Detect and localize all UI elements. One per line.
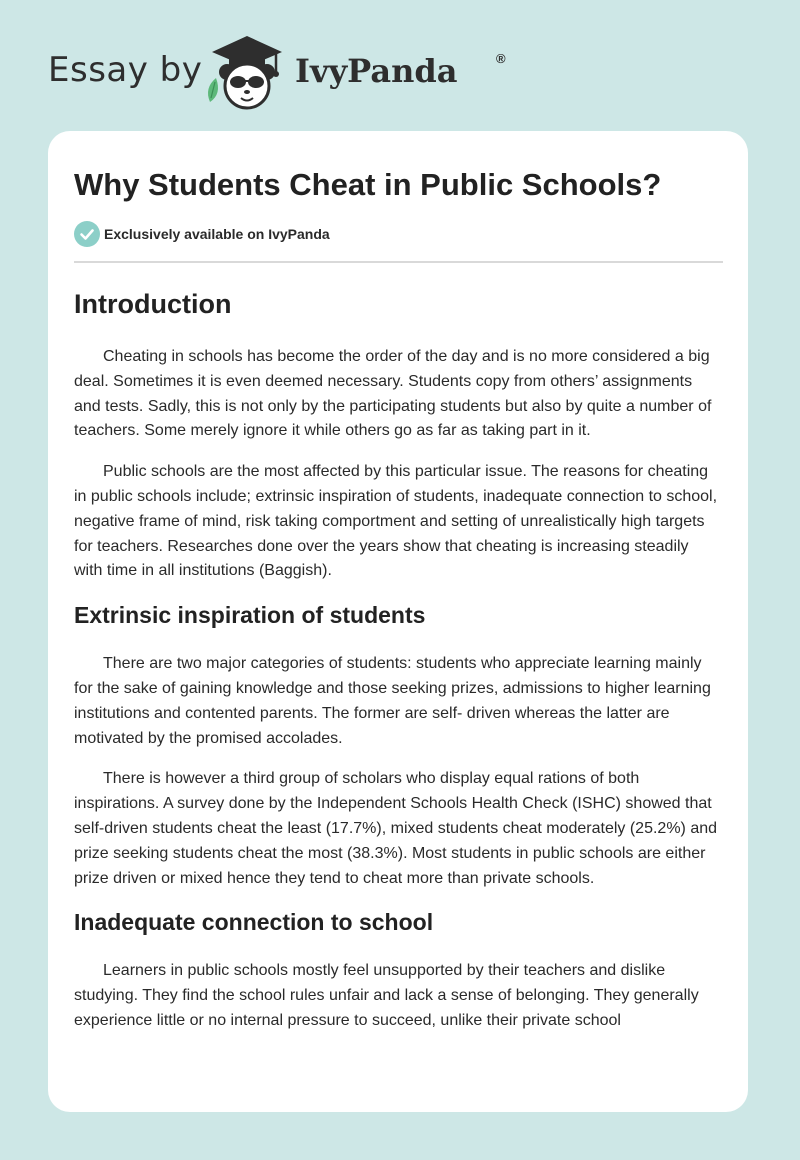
registered-mark: ®: [496, 51, 506, 66]
section-heading: Inadequate connection to school: [74, 909, 434, 936]
brand-name[interactable]: IvyPanda: [295, 52, 458, 90]
paragraph: Learners in public schools mostly feel unsupported by their teachers and dislike studying. They find the school rules unfair and lack a sense of belonging. They generally experience little or no internal pressure to succeed, unlike their private school: [74, 962, 699, 1029]
essay-card: [48, 131, 748, 1112]
essay-title: Why Students Cheat in Public Schools?: [74, 167, 662, 202]
title-divider: [74, 261, 723, 263]
essay-by-label: Essay by: [48, 50, 203, 90]
site-header: [48, 32, 508, 112]
paragraph: Public schools are the most affected by this particular issue. The reasons for cheating in public schools include; extrinsic inspiration of students, inadequate connection to school, negative frame of mind, risk taking comportment and setting of unrealistically high targets for teachers. Researches done over the years show that cheating is increasing steadily with time in all institutions (Baggish).: [74, 463, 718, 580]
paragraph: There is however a third group of scholars who display equal rations of both inspirations. A survey done by the Independent Schools Health Check (ISHC) showed that self-driven students cheat the least (17.7%), mixed students cheat moderately (25.2%) and prize seeking students cheat the most (38.3%). Most students in public schools are either prize driven or mixed hence they tend to cheat more than private schools.: [74, 770, 718, 887]
paragraph: Cheating in schools has become the order of the day and is no more considered a big deal. Sometimes it is even deemed necessary. Students copy from others’ assignments and tests. Sadly, this is not only by the participating students but also by quite a number of teachers. Some merely ignore it while others go as far as taking part in it.: [74, 348, 712, 440]
exclusive-badge-text: Exclusively available on IvyPanda: [104, 226, 330, 242]
section-heading: Introduction: [74, 289, 232, 319]
panda-logo-icon[interactable]: [202, 32, 292, 112]
essay-body: [74, 287, 720, 1050]
paragraph: There are two major categories of students: students who appreciate learning mainly for the sake of gaining knowledge and those seeking prizes, admissions to higher learning institutions and contented parents. The former are self- driven whereas the latter are motivated by the promised accolades.: [74, 655, 711, 747]
section-heading: Extrinsic inspiration of students: [74, 602, 426, 629]
check-circle-icon: [74, 221, 100, 247]
